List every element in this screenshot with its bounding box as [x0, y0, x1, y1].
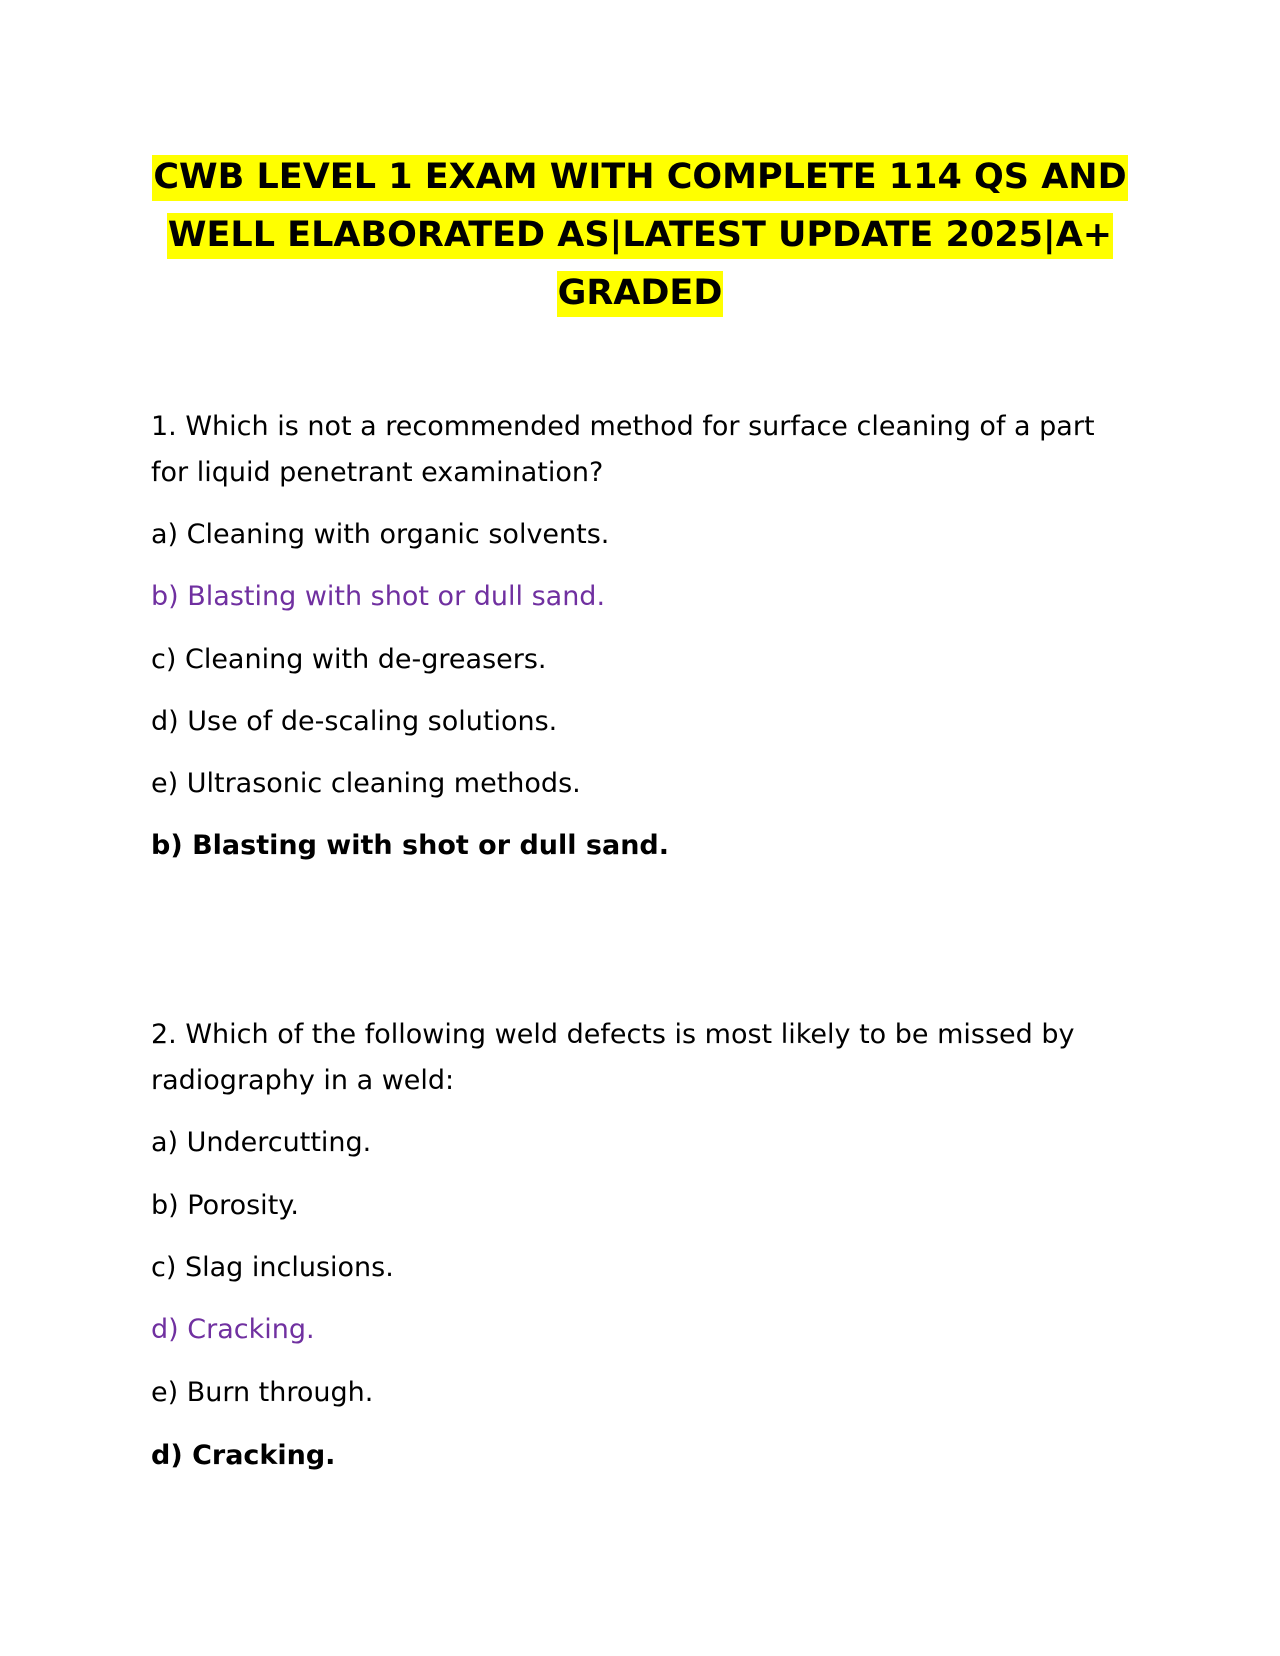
question-1-answer: b) Blasting with shot or dull sand. [151, 830, 669, 861]
question-1-option-c: c) Cleaning with de-greasers. [151, 644, 547, 675]
question-1-option-d: d) Use of de-scaling solutions. [151, 706, 558, 737]
question-2-option-d: d) Cracking. [151, 1314, 315, 1345]
title-line-1: CWB LEVEL 1 EXAM WITH COMPLETE 114 QS AND [150, 148, 1130, 206]
question-2-text: 2. Which of the following weld defects is most likely to be missed by radiography in a weld: [151, 1019, 1075, 1096]
title-line-2: WELL ELABORATED AS|LATEST UPDATE 2025|A+ [150, 206, 1130, 264]
question-1-text: 1. Which is not a recommended method for surface cleaning of a part for liquid penetrant examination? [151, 411, 1095, 488]
question-2-answer: d) Cracking. [151, 1440, 336, 1471]
question-1-option-b: b) Blasting with shot or dull sand. [151, 581, 606, 612]
document-title [150, 148, 1130, 322]
question-2-option-e: e) Burn through. [151, 1377, 374, 1408]
question-1-option-a: a) Cleaning with organic solvents. [151, 519, 610, 550]
question-2-option-b: b) Porosity. [151, 1190, 299, 1221]
question-2-option-c: c) Slag inclusions. [151, 1252, 394, 1283]
question-2-option-a: a) Undercutting. [151, 1127, 372, 1158]
title-line-3: GRADED [150, 264, 1130, 322]
question-1-option-e: e) Ultrasonic cleaning methods. [151, 768, 581, 799]
